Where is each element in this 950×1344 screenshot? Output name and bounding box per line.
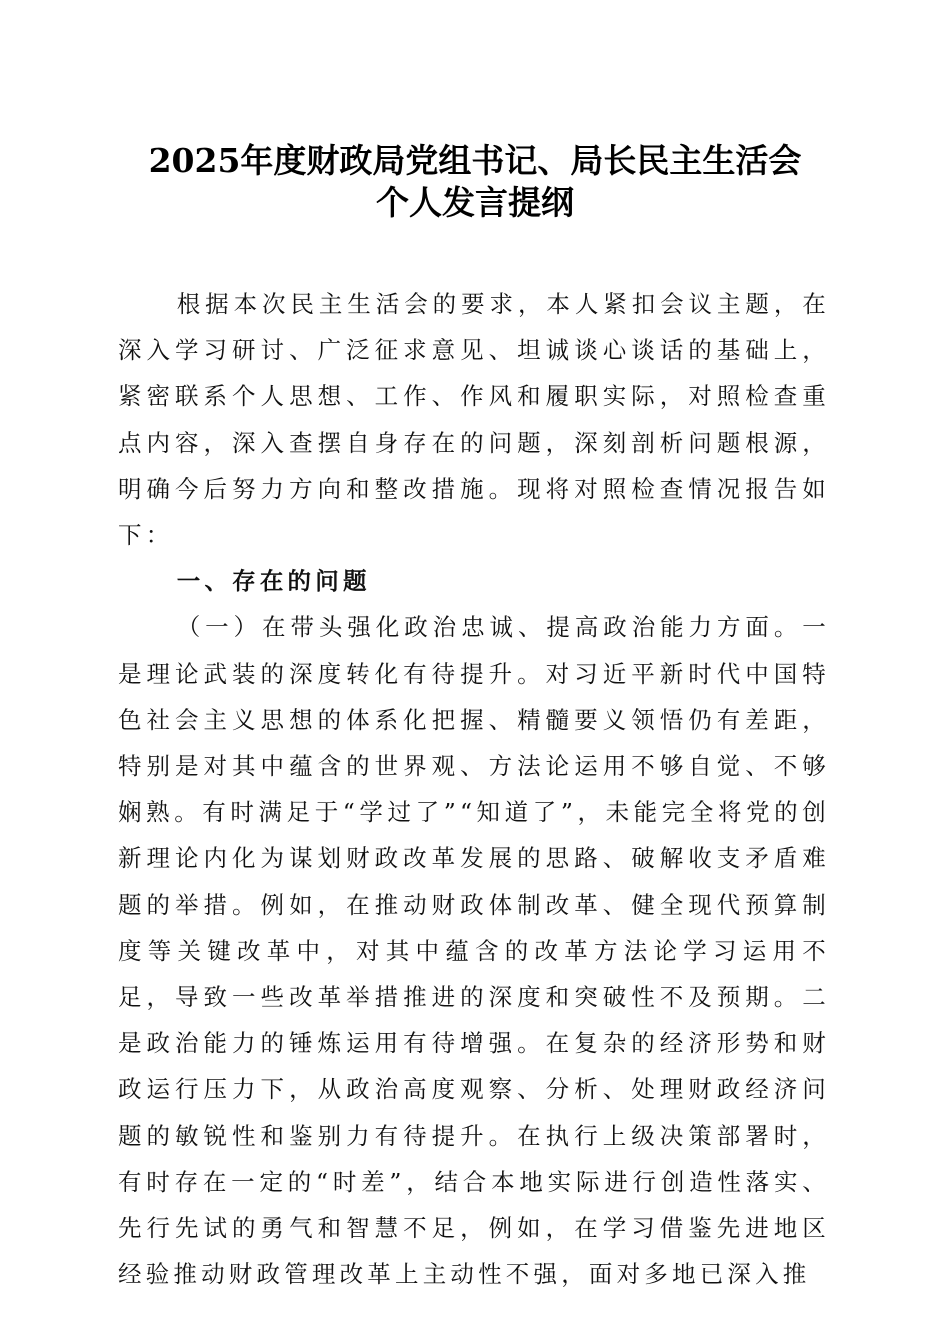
body-paragraph: （一）在带头强化政治忠诚、提高政治能力方面。一是理论武装的深度转化有待提升。对习近平新时代中国特色社会主义思想的体系化把握、精髓要义领悟仍有差距，特别是对其中蕴含的世界观、方法论运用不够自觉、不够娴熟。有时满足于“学过了”“知道了”，未能完全将党的创新理论内化为谋划财政改革发展的思路、破解收支矛盾难题的举措。例如，在推动财政体制改革、健全现代预算制度等关键改革中，对其中蕴含的改革方法论学习运用不足，导致一些改革举措推进的深度和突破性不及预期。二是政治能力的锤炼运用有待增强。在复杂的经济形势和财政运行压力下，从政治高度观察、分析、处理财政经济问题的敏锐性和鉴别力有待提升。在执行上级决策部署时，有时存在一定的“时差”，结合本地实际进行创造性落实、先行先试的勇气和智慧不足，例如，在学习借鉴先进地区经验推动财政管理改革上主动性不强，面对多地已深入推 [118,613,830,1289]
section-heading: 一、存在的问题 [176,567,371,596]
intro-paragraph: 根据本次民主生活会的要求，本人紧扣会议主题，在深入学习研讨、广泛征求意见、坦诚谈心谈话的基础上，紧密联系个人思想、工作、作风和履职实际，对照检查重点内容，深入查摆自身存在的问题，深刻剖析问题根源，明确今后努力方向和整改措施。现将对照检查情况报告如下： [118,290,830,550]
document-title-line-1: 2025年度财政局党组书记、局长民主生活会 [148,141,802,180]
document-body [118,281,830,1297]
document-title-line-2: 个人发言提纲 [376,183,574,222]
